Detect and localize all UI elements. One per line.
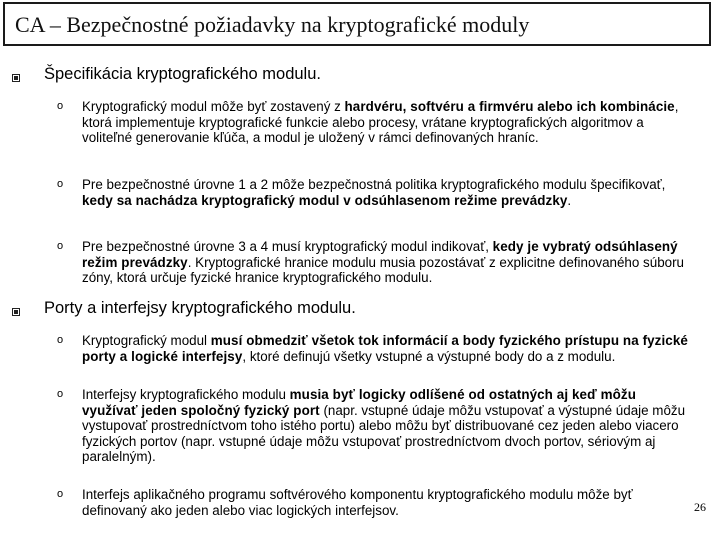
slide-title: CA – Bezpečnostné požiadavky na kryptografické moduly xyxy=(15,12,530,37)
section-heading-specification: Špecifikácia kryptografického modulu. xyxy=(44,65,321,83)
circle-bullet-icon: o xyxy=(57,100,64,112)
title-box xyxy=(3,2,711,46)
page-number: 26 xyxy=(694,500,706,514)
list-item: Kryptografický modul môže byť zostavený z hardvéru, softvéru a firmvéru alebo ich kombinácie, ktorá implementuje kryptografické funkcie alebo procesy, vrátane kryptografických algoritmov a voliteľné generovanie kľúča, a modul je uložený v rámci definovaných hraníc. xyxy=(82,99,679,145)
circle-bullet-icon: o xyxy=(57,388,64,400)
circle-bullet-icon: o xyxy=(57,488,64,500)
list-item: Kryptografický modul musí obmedziť všetok tok informácií a body fyzického prístupu na fyzické porty a logické interfejsy, ktoré definujú všetky vstupné a výstupné body do a z modulu. xyxy=(82,333,688,364)
list-item: Pre bezpečnostné úrovne 1 a 2 môže bezpečnostná politika kryptografického modulu špecifikovať, kedy sa nachádza kryptografický modul v odsúhlasenom režime prevádzky. xyxy=(82,177,666,208)
square-bullet-icon xyxy=(12,308,20,316)
section-heading-ports: Porty a interfejsy kryptografického modulu. xyxy=(44,299,356,317)
list-item: Pre bezpečnostné úrovne 3 a 4 musí kryptografický modul indikovať, kedy je vybratý odsúhlasený režim prevádzky. Kryptografické hranice modulu musia pozostávať z explicitne definovaného súboru zóny, ktorá určuje fyzické hranice kryptografického modulu. xyxy=(82,239,684,285)
list-item: Interfejs aplikačného programu softvérového komponentu kryptografického modulu môže byť definovaný ako jeden alebo viac logických interfejsov. xyxy=(82,487,633,518)
circle-bullet-icon: o xyxy=(57,334,64,346)
list-item: Interfejsy kryptografického modulu musia byť logicky odlíšené od ostatných aj keď môžu využívať jeden spoločný fyzický port (napr. vstupné údaje môžu vstupovať a výstupné údaje môžu vystupovať prostredníctvom toho istého portu) alebo môžu byť distribuované cez jeden alebo viacero fyzických portov (napr. vstupné údaje môžu vstupovať prostredníctvom dvoch portov, sériovým aj paralelným). xyxy=(82,387,686,464)
circle-bullet-icon: o xyxy=(57,178,64,190)
square-bullet-icon xyxy=(12,74,20,82)
circle-bullet-icon: o xyxy=(57,240,64,252)
